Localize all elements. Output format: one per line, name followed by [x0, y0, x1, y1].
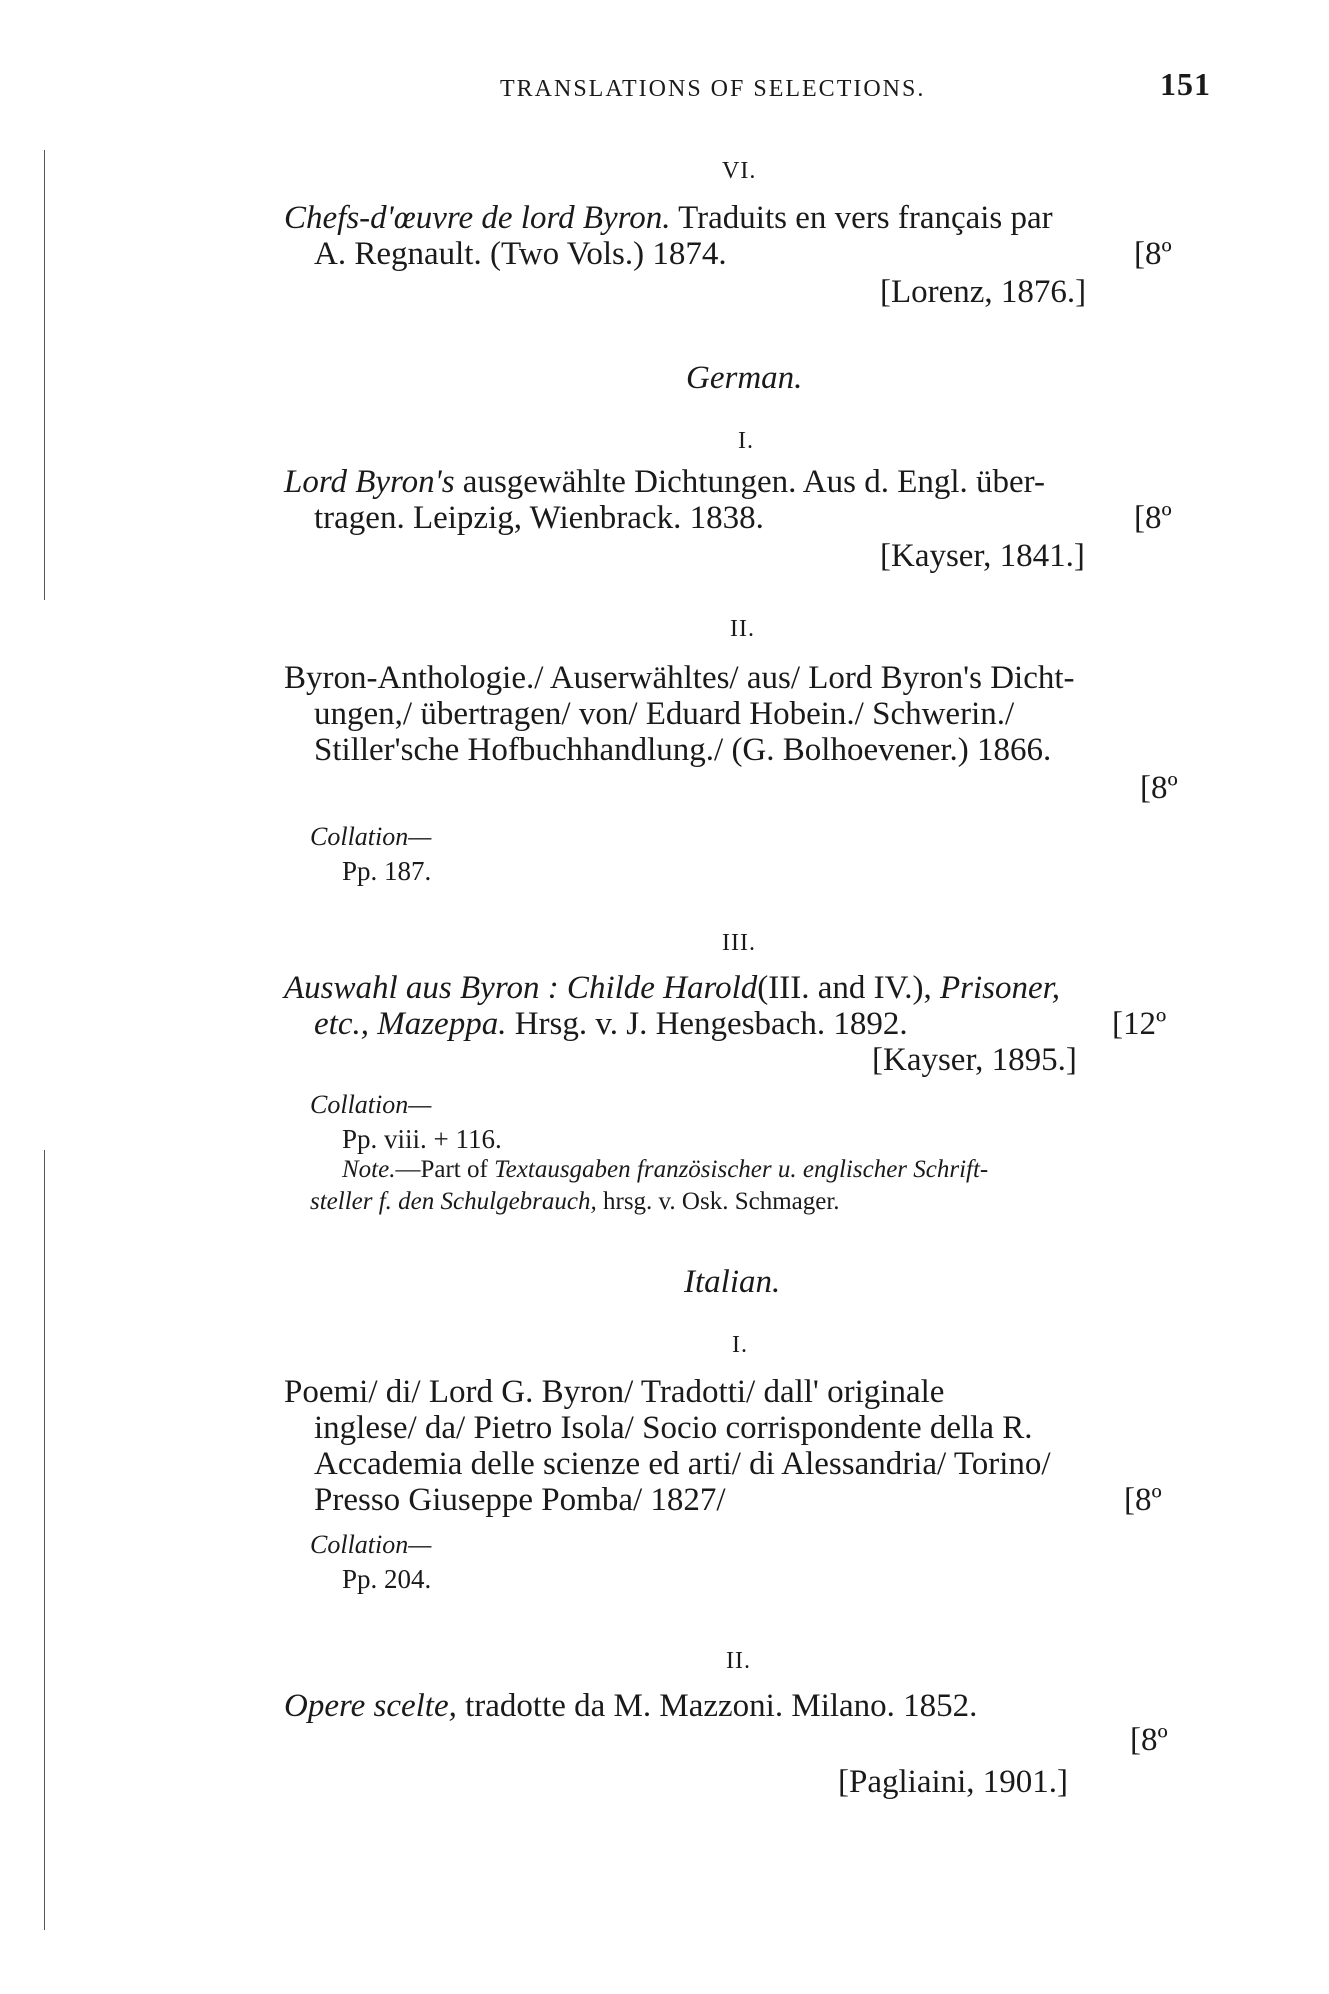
entry-line: [314, 1006, 908, 1042]
source-citation: [Kayser, 1841.]: [880, 538, 1085, 574]
entry-title: Lord Byron's: [284, 464, 455, 500]
entry-number: II.: [730, 616, 755, 642]
format-mark: [8º: [1134, 500, 1172, 536]
entry-text: Traduits en vers français par: [678, 200, 1053, 236]
entry-line: A. Regnault. (Two Vols.) 1874.: [314, 236, 727, 272]
note-title: Textausgaben französischer u. englischer Schrift-: [494, 1156, 989, 1183]
entry-text: tradotte da M. Mazzoni. Milano. 1852.: [465, 1688, 978, 1724]
entry-number: III.: [722, 930, 756, 956]
entry-number: VI.: [722, 158, 757, 184]
section-heading: German.: [686, 360, 803, 396]
entry-number: I.: [738, 428, 754, 454]
entry-line: Byron-Anthologie./ Auserwähltes/ aus/ Lord Byron's Dicht-: [284, 660, 1075, 696]
collation-value: Pp. 204.: [342, 1564, 432, 1594]
entry-line: ungen,/ übertragen/ von/ Eduard Hobein./ Schwerin./: [314, 696, 1015, 732]
format-mark: [12º: [1112, 1006, 1167, 1042]
page-number: 151: [1160, 66, 1211, 102]
entry-line: [284, 1688, 977, 1724]
entry-title: Opere scelte,: [284, 1688, 457, 1724]
entry-number: I.: [732, 1332, 748, 1358]
entry-line: Presso Giuseppe Pomba/ 1827/: [314, 1482, 726, 1518]
entry-line: tragen. Leipzig, Wienbrack. 1838.: [314, 500, 764, 536]
entry-number: II.: [726, 1648, 751, 1674]
running-title: TRANSLATIONS OF SELECTIONS.: [500, 76, 926, 102]
entry-text: Hrsg. v. J. Hengesbach. 1892.: [514, 1006, 908, 1042]
scan-margin-line: [44, 150, 45, 600]
format-mark: [8º: [1134, 236, 1172, 272]
format-mark: [8º: [1130, 1722, 1168, 1758]
source-citation: [Kayser, 1895.]: [872, 1042, 1077, 1078]
source-citation: [Lorenz, 1876.]: [880, 274, 1087, 310]
format-mark: [8º: [1140, 770, 1178, 806]
collation-value: Pp. 187.: [342, 856, 432, 886]
note-title: steller f. den Schulgebrauch,: [310, 1188, 597, 1215]
entry-line: Stiller'sche Hofbuchhandlung./ (G. Bolhoevener.) 1866.: [314, 732, 1052, 768]
entry-line: [284, 970, 1060, 1006]
entry-line: inglese/ da/ Pietro Isola/ Socio corrispondente della R.: [314, 1410, 1033, 1446]
collation-label: Collation—: [310, 822, 432, 851]
source-citation: [Pagliaini, 1901.]: [838, 1764, 1069, 1800]
note-text: hrsg. v. Osk. Schmager.: [603, 1188, 840, 1215]
scan-margin-line: [44, 1150, 45, 1930]
entry-title: Prisoner,: [939, 970, 1061, 1006]
collation-value: Pp. viii. + 116.: [342, 1124, 502, 1154]
entry-title: etc., Mazeppa.: [314, 1006, 507, 1042]
entry-title: Chefs-d'œuvre de lord Byron.: [284, 200, 671, 236]
entry-line: [284, 464, 1045, 500]
entry-text: (III. and IV.),: [757, 970, 932, 1006]
entry-line: [284, 200, 1053, 236]
entry-title: Auswahl aus Byron : Childe Harold: [284, 970, 758, 1006]
entry-line: Accademia delle scienze ed arti/ di Alessandria/ Torino/: [314, 1446, 1051, 1482]
section-heading: Italian.: [684, 1264, 781, 1300]
entry-line: Poemi/ di/ Lord G. Byron/ Tradotti/ dall' originale: [284, 1374, 945, 1410]
collation-label: Collation—: [310, 1530, 432, 1559]
collation-label: Collation—: [310, 1090, 432, 1119]
note-label: Note.: [342, 1156, 396, 1183]
entry-text: ausgewählte Dichtungen. Aus d. Engl. über-: [462, 464, 1046, 500]
format-mark: [8º: [1124, 1482, 1162, 1518]
note-text: —Part of: [395, 1156, 488, 1183]
note-line: [342, 1156, 988, 1184]
note-line: [310, 1188, 840, 1216]
